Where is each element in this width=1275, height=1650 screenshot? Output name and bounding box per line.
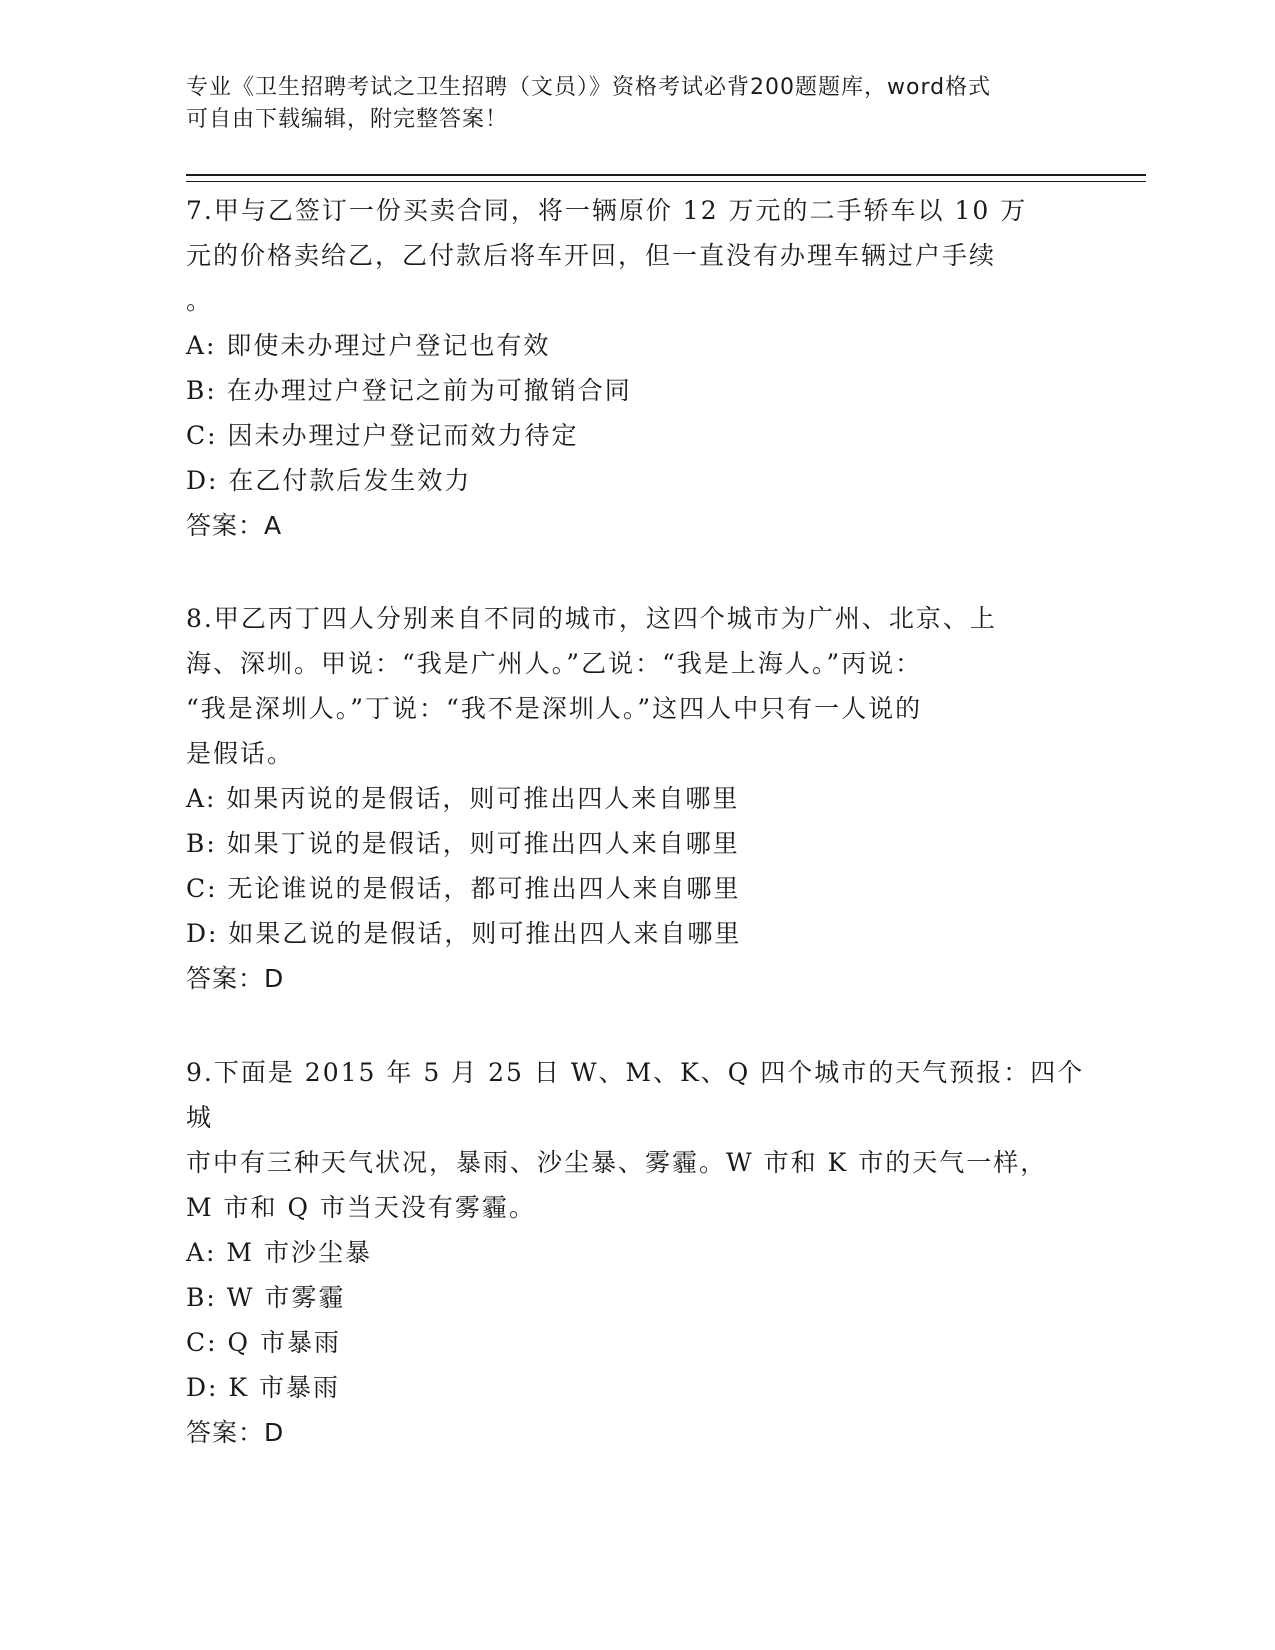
option-b: B: W 市雾霾 (186, 1283, 346, 1312)
header-divider-thin (186, 181, 1146, 182)
option-b: B: 如果丁说的是假话，则可推出四人来自哪里 (186, 829, 740, 858)
option-a: A: 即使未办理过户登记也有效 (186, 331, 551, 360)
question-7 (186, 188, 1086, 548)
option-a: A: 如果丙说的是假话，则可推出四人来自哪里 (186, 784, 740, 813)
question-8 (186, 596, 1086, 1001)
question-stem-line: 9.下面是 2015 年 5 月 25 日 W、M、K、Q 四个城市的天气预报：四个城 (186, 1058, 1085, 1132)
option-b: B: 在办理过户登记之前为可撤销合同 (186, 376, 632, 405)
question-stem-line: 是假话。 (186, 739, 295, 768)
option-a: A: M 市沙尘暴 (186, 1238, 372, 1267)
question-stem-line: 。 (186, 286, 214, 315)
question-stem-line: 8.甲乙丙丁四人分别来自不同的城市，这四个城市为广州、北京、上 (186, 604, 997, 633)
option-c: C: 无论谁说的是假话，都可推出四人来自哪里 (186, 874, 741, 903)
option-d: D: K 市暴雨 (186, 1373, 341, 1402)
header-line-2: 可自由下载编辑，附完整答案！ (186, 107, 509, 132)
option-c: C: Q 市暴雨 (186, 1328, 341, 1357)
answer-label: 答案：A (186, 511, 283, 540)
answer-label: 答案：D (186, 1418, 285, 1447)
option-c: C: 因未办理过户登记而效力待定 (186, 421, 579, 450)
option-d: D: 如果乙说的是假话，则可推出四人来自哪里 (186, 919, 742, 948)
question-stem-line: 7.甲与乙签订一份买卖合同，将一辆原价 12 万元的二手轿车以 10 万 (186, 196, 1028, 225)
header-divider-thick (186, 174, 1146, 176)
question-stem-line: 市中有三种天气状况，暴雨、沙尘暴、雾霾。W 市和 K 市的天气一样， (186, 1148, 1048, 1177)
answer-label: 答案：D (186, 964, 285, 993)
question-stem-line: 元的价格卖给乙，乙付款后将车开回，但一直没有办理车辆过户手续 (186, 241, 997, 270)
question-stem-line: M 市和 Q 市当天没有雾霾。 (186, 1193, 536, 1222)
option-d: D: 在乙付款后发生效力 (186, 466, 472, 495)
document-header (186, 72, 1066, 136)
header-line-1: 专业《卫生招聘考试之卫生招聘（文员）》资格考试必背200题题库，word格式 (186, 75, 992, 100)
question-stem-line: 海、深圳。甲说：“我是广州人。”乙说：“我是上海人。”丙说： (186, 649, 923, 678)
question-stem-line: “我是深圳人。”丁说：“我不是深圳人。”这四人中只有一人说的 (186, 694, 923, 723)
question-9 (186, 1050, 1086, 1455)
